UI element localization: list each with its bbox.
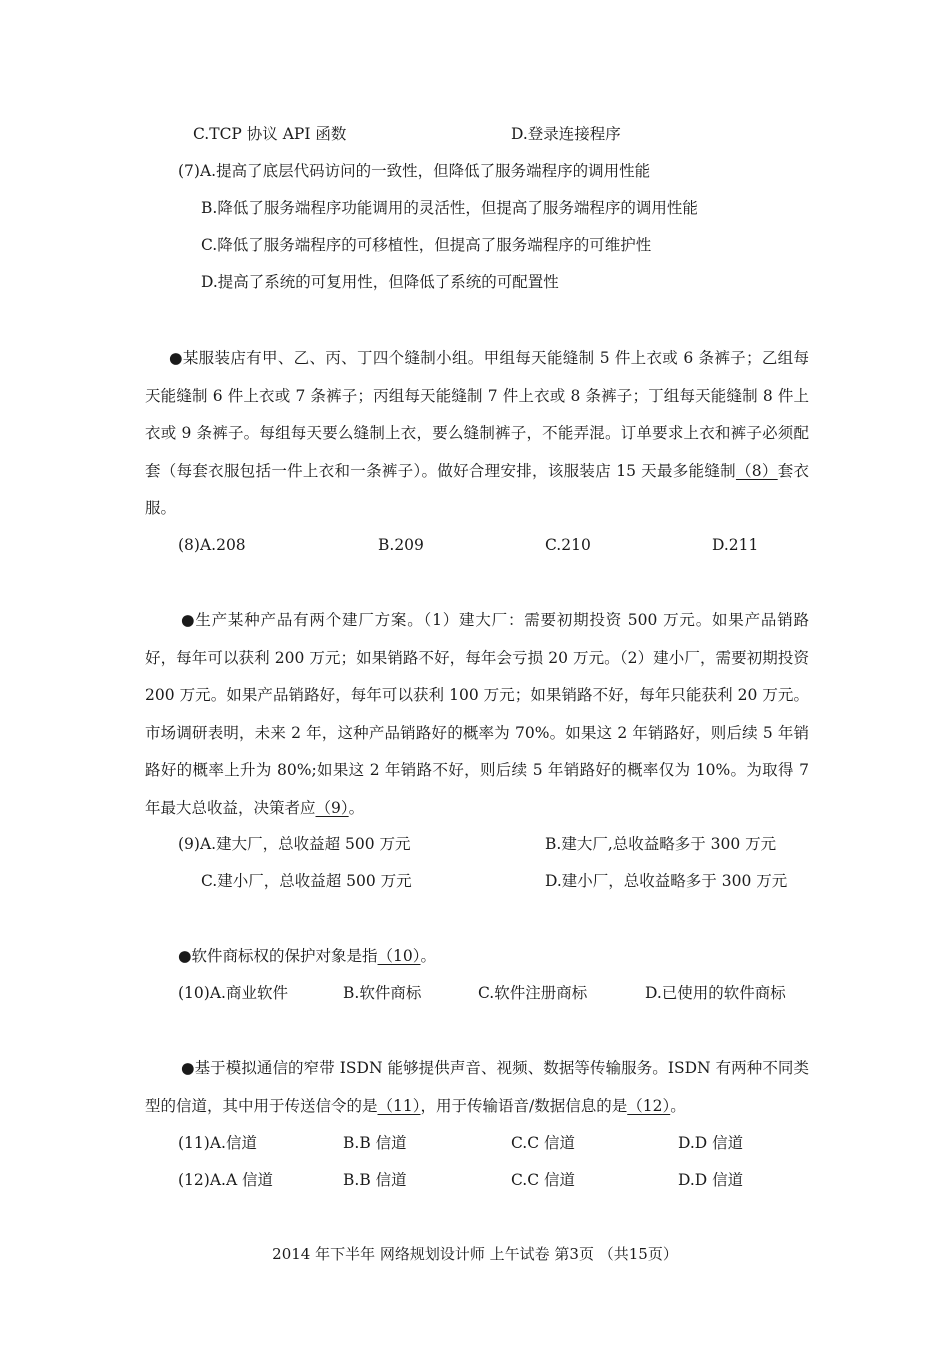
option-11d: D.D 信道 bbox=[678, 1134, 744, 1152]
option-7b: B.降低了服务端程序功能调用的灵活性，但提高了服务端程序的调用性能 bbox=[201, 199, 698, 217]
option-8a: (8)A.208 bbox=[178, 536, 246, 554]
question-11-stem: ●基于模拟通信的窄带 ISDN 能够提供声音、视频、数据等传输服务。ISDN 有两种不同类型的信道，其中用于传送信令的是（11），用于传输语音/数据信息的是（12）。 bbox=[145, 1059, 809, 1115]
blank-8: （8） bbox=[735, 461, 778, 480]
question-9-stem: ●生产某种产品有两个建厂方案。（1）建大厂：需要初期投资 500 万元。如果产品销路好，每年可以获利 200 万元；如果销路不好，每年会亏损 20 万元。（2）建小厂，需要初期投资 200 万元。如果产品销路好，每年可以获利 100 万元；如果销路不好，每年只能获利 20 万元。市场调研表明，未来 2 年，这种产品销路好的概率为 70%。如果这 2 年销路好，则后续 5 年销路好的概率上升为 80%;如果这 2 年销路不好，则后续 5 年销路好的概率仅为 10%。为取得 7 年最大总收益，决策者应（9）。 bbox=[145, 611, 809, 817]
option-8c: C.210 bbox=[545, 536, 591, 554]
option-11b: B.B 信道 bbox=[343, 1134, 407, 1152]
question-8-stem: ●某服装店有甲、乙、丙、丁四个缝制小组。甲组每天能缝制 5 件上衣或 6 条裤子；乙组每天能缝制 6 件上衣或 7 条裤子；丙组每天能缝制 7 件上衣或 8 条裤子；丁组每天能缝制 8 件上衣或 9 条裤子。每组每天要么缝制上衣，要么缝制裤子，不能弄混。订单要求上衣和裤子必须配套（每套衣服包括一件上衣和一条裤子）。做好合理安排，该服装店 15 天最多能缝制（8）套衣服。 bbox=[145, 349, 809, 518]
option-7d: D.提高了系统的可复用性，但降低了系统的可配置性 bbox=[201, 273, 559, 291]
blank-10: （10） bbox=[377, 947, 421, 965]
option-9a: (9)A.建大厂，总收益超 500 万元 bbox=[178, 835, 411, 853]
option-10c: C.软件注册商标 bbox=[478, 984, 588, 1002]
blank-11: （11） bbox=[377, 1096, 421, 1115]
option-12c: C.C 信道 bbox=[511, 1171, 576, 1189]
option-8b: B.209 bbox=[378, 536, 424, 554]
option-10a: (10)A.商业软件 bbox=[178, 984, 288, 1002]
option-6c: C.TCP 协议 API 函数 bbox=[193, 125, 347, 143]
option-9c: C.建小厂，总收益超 500 万元 bbox=[201, 872, 412, 890]
blank-12: （12） bbox=[627, 1096, 671, 1115]
option-11a: (11)A.信道 bbox=[178, 1134, 257, 1152]
option-10d: D.已使用的软件商标 bbox=[645, 984, 786, 1002]
page-footer: 2014 年下半年 网络规划设计师 上午试卷 第3页 （共15页） bbox=[272, 1245, 678, 1263]
option-7a: (7)A.提高了底层代码访问的一致性，但降低了服务端程序的调用性能 bbox=[178, 162, 651, 180]
option-7c: C.降低了服务端程序的可移植性，但提高了服务端程序的可维护性 bbox=[201, 236, 652, 254]
option-12a: (12)A.A 信道 bbox=[178, 1171, 274, 1189]
option-9b: B.建大厂,总收益略多于 300 万元 bbox=[545, 835, 777, 853]
option-8d: D.211 bbox=[712, 536, 759, 554]
option-6d: D.登录连接程序 bbox=[511, 125, 621, 143]
option-11c: C.C 信道 bbox=[511, 1134, 576, 1152]
option-9d: D.建小厂，总收益略多于 300 万元 bbox=[545, 872, 788, 890]
option-12d: D.D 信道 bbox=[678, 1171, 744, 1189]
option-10b: B.软件商标 bbox=[343, 984, 422, 1002]
blank-9: （9） bbox=[315, 798, 349, 817]
option-12b: B.B 信道 bbox=[343, 1171, 407, 1189]
